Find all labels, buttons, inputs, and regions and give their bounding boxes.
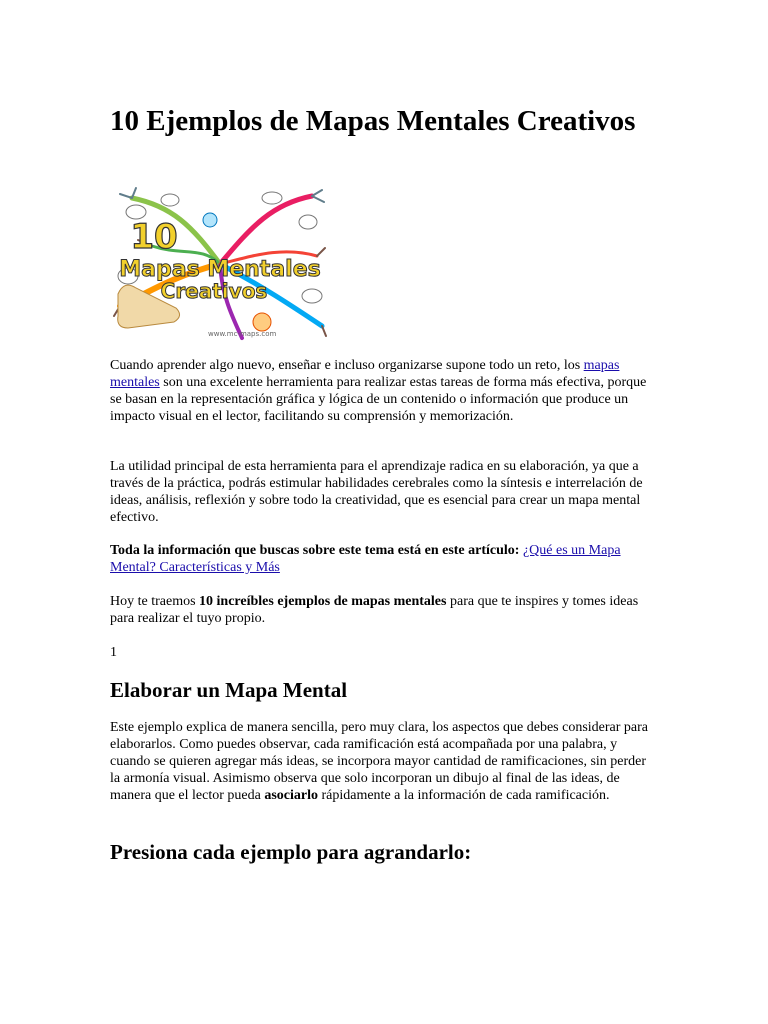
related-article-link[interactable]: ¿Qué es un Mapa Mental? Características y Más (110, 543, 621, 575)
section-heading-elaborar: Elaborar un Mapa Mental (110, 678, 348, 702)
hero-line1: Mapas Mentales (119, 257, 321, 282)
article-title: 10 Ejemplos de Mapas Mentales Creativos (110, 105, 636, 137)
hero-watermark: www.mc-maps.com (208, 330, 277, 338)
section-paragraph-elaborar (110, 719, 650, 804)
hero-line2: Creativos (160, 279, 268, 303)
examples-intro-paragraph (110, 593, 650, 627)
section-text-after: rápidamente a la información de cada ramificación. (317, 788, 610, 803)
mind-map-illustration (112, 186, 328, 342)
examples-intro-after: para que te inspires y tomes ideas para realizar el tuyo propio. (110, 594, 639, 626)
intro-text-after: son una excelente herramienta para realizar estas tareas de forma más efectiva, porque se basan en la representación gráfica y lógica de un contenido o información que produce un impacto visual en el lector, facilitando su comprensión y memorización. (110, 375, 647, 424)
examples-intro-before: Hoy te traemos (110, 594, 200, 609)
related-article-paragraph (110, 542, 650, 576)
related-article-label: Toda la información que buscas sobre este tema está en este artículo: (110, 543, 520, 558)
intro-paragraph (110, 357, 650, 425)
mapas-mentales-link[interactable]: mapas mentales (110, 358, 620, 390)
section-text-bold: asociarlo (264, 788, 318, 803)
hero-image[interactable] (112, 186, 328, 342)
hero-number: 10 (130, 217, 178, 257)
utility-paragraph: La utilidad principal de esta herramienta para el aprendizaje radica en su elaboración, ya que a través de la práctica, podrás estimular habilidades cerebrales como la síntesis e interrelación de ideas, análisis, reflexión y sobre todo la creatividad, que es esencial para crear un mapa mental efectivo. (110, 459, 643, 525)
intro-text-before: Cuando aprender algo nuevo, enseñar e incluso organizarse supone todo un reto, los (110, 358, 584, 373)
section-heading-presiona: Presiona cada ejemplo para agrandarlo: (110, 840, 472, 864)
example-number: 1 (110, 645, 117, 660)
examples-intro-bold: 10 increíbles ejemplos de mapas mentales (199, 594, 447, 609)
section-text-before: Este ejemplo explica de manera sencilla, pero muy clara, los aspectos que debes considerar para elaborarlos. Como puedes observar, cada ramificación está acompañada por una palabra, y cuando se quieren agregar más ideas, se incorpora mayor cantidad de ramificaciones, sin perder la armonía visual. Asimismo observa que solo incorporan un dibujo al final de las ideas, de manera que el lector pueda (110, 720, 648, 803)
